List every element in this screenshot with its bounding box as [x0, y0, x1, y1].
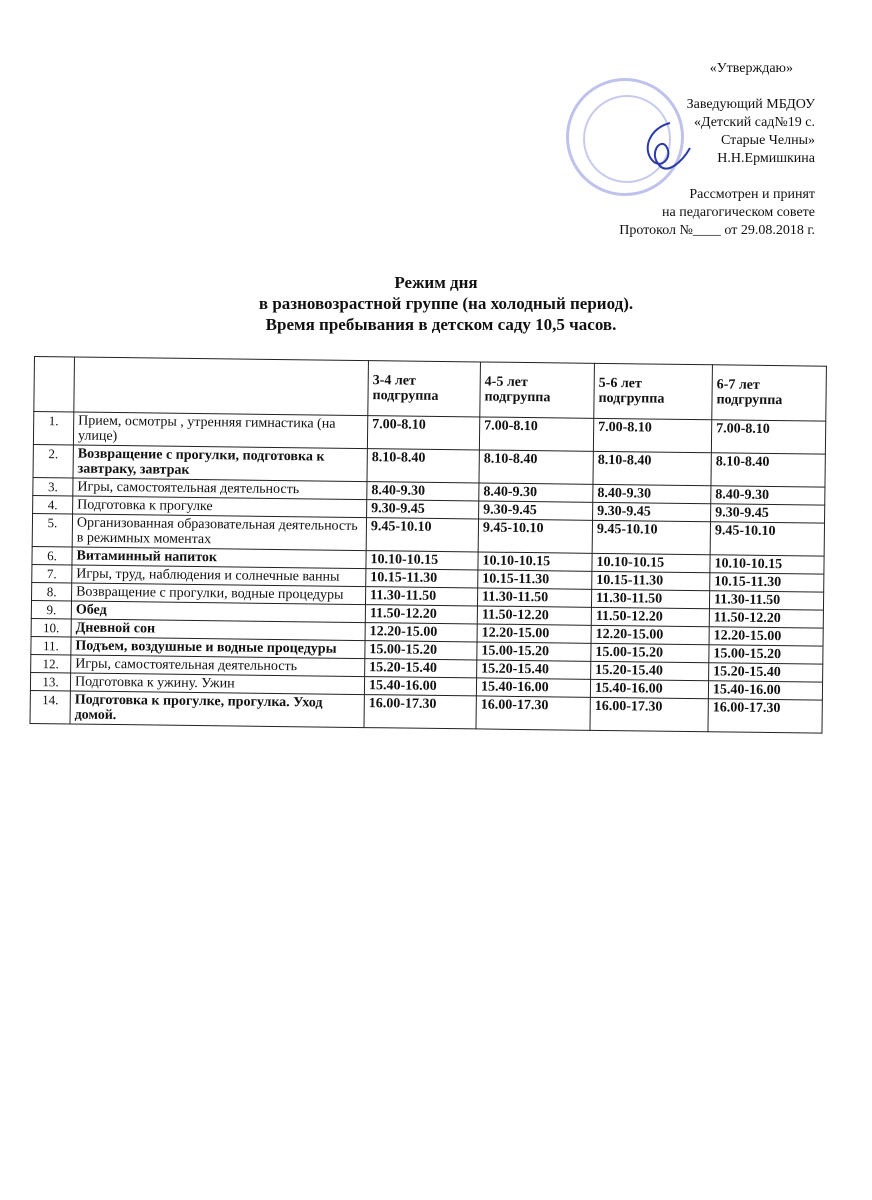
row-time: 16.00-17.30: [708, 699, 822, 733]
row-number: 10.: [31, 618, 71, 636]
header-age-5-6: 5-6 лет подгруппа: [594, 363, 713, 419]
org-name-line2: Старые Челны»: [721, 133, 815, 148]
row-time: 11.50-12.20: [365, 605, 477, 624]
row-number: 4.: [33, 495, 73, 513]
row-time: 10.15-11.30: [710, 573, 824, 592]
protocol-line: Протокол №____ от 29.08.2018 г.: [619, 223, 815, 238]
row-time: 10.10-10.15: [592, 553, 710, 572]
row-time: 8.40-9.30: [367, 482, 479, 501]
row-time: 16.00-17.30: [590, 697, 708, 731]
row-time: 8.10-8.40: [367, 449, 479, 483]
row-time: 16.00-17.30: [476, 696, 590, 730]
row-time: 15.00-15.20: [591, 643, 709, 662]
row-time: 15.20-15.40: [365, 659, 477, 678]
row-number: 14.: [30, 690, 70, 723]
row-activity: Обед: [71, 601, 365, 623]
table-header-row: [34, 357, 827, 422]
row-time: 9.45-10.10: [710, 522, 824, 556]
row-number: 11.: [31, 636, 71, 654]
approver-name: Н.Н.Ермишкина: [717, 151, 815, 166]
row-activity: Витаминный напиток: [72, 547, 366, 569]
org-name-line1: «Детский сад№19 с.: [693, 115, 815, 130]
reviewed-line2: на педагогическом совете: [662, 205, 815, 220]
row-time: 15.40-16.00: [476, 678, 590, 697]
row-activity: Игры, самостоятельная деятельность: [71, 655, 365, 677]
row-time: 12.20-15.00: [477, 624, 591, 643]
row-time: 15.00-15.20: [709, 645, 823, 664]
header-age-4-5: 4-5 лет подгруппа: [480, 362, 595, 418]
title-line1: Режим дня: [394, 273, 478, 292]
row-number: 8.: [32, 582, 72, 600]
row-time: 15.40-16.00: [590, 679, 708, 698]
title-line2: в разновозрастной группе (на холодный период).: [258, 294, 634, 313]
row-number: 1.: [33, 412, 73, 445]
row-time: 11.30-11.50: [365, 587, 477, 606]
row-activity: Дневной сон: [71, 619, 365, 641]
row-activity: Подготовка к прогулке, прогулка. Уход домой.: [70, 691, 364, 728]
row-time: 16.00-17.30: [364, 695, 476, 729]
header-age-3-4: 3-4 лет подгруппа: [368, 361, 481, 417]
row-activity: Возвращение с прогулки, водные процедуры: [72, 583, 366, 605]
row-activity: Организованная образовательная деятельность в режимных моментах: [72, 514, 366, 551]
row-time: 8.40-9.30: [479, 483, 593, 502]
row-time: 10.15-11.30: [592, 571, 710, 590]
row-time: 10.15-11.30: [478, 570, 592, 589]
row-number: 7.: [32, 564, 72, 582]
row-number: 2.: [33, 444, 73, 477]
row-time: 10.10-10.15: [366, 551, 478, 570]
row-number: 5.: [32, 513, 72, 546]
row-time: 7.00-8.10: [367, 416, 479, 450]
row-time: 11.30-11.50: [591, 589, 709, 608]
row-time: 7.00-8.10: [479, 417, 593, 451]
row-time: 11.30-11.50: [477, 588, 591, 607]
title-line3: Время пребывания в детском саду 10,5 часов.: [265, 315, 617, 334]
row-number: 9.: [31, 600, 71, 618]
row-number: 6.: [32, 546, 72, 564]
reviewed-line1: Рассмотрен и принят: [689, 187, 815, 202]
row-time: 15.40-16.00: [708, 681, 822, 700]
row-time: 9.45-10.10: [478, 519, 592, 553]
row-number: 3.: [33, 477, 73, 495]
page-title: [0, 272, 872, 335]
row-activity: Игры, труд, наблюдения и солнечные ванны: [72, 565, 366, 587]
row-time: 12.20-15.00: [591, 625, 709, 644]
approve-label: «Утверждаю»: [709, 61, 793, 76]
row-activity: Игры, самостоятельная деятельность: [73, 478, 367, 500]
row-time: 10.10-10.15: [710, 555, 824, 574]
row-time: 10.15-11.30: [366, 569, 478, 588]
row-time: 15.20-15.40: [709, 663, 823, 682]
row-activity: Подготовка к ужину. Ужин: [70, 673, 364, 695]
header-activity: [74, 357, 369, 416]
row-activity: Подготовка к прогулке: [73, 496, 367, 518]
row-time: 9.45-10.10: [592, 520, 710, 554]
row-time: 9.30-9.45: [367, 500, 479, 519]
row-time: 15.00-15.20: [477, 642, 591, 661]
row-time: 8.10-8.40: [593, 451, 711, 485]
row-time: 9.30-9.45: [479, 501, 593, 520]
row-time: 12.20-15.00: [709, 627, 823, 646]
row-time: 8.40-9.30: [593, 484, 711, 503]
row-time: 8.40-9.30: [711, 486, 825, 505]
row-time: 9.30-9.45: [593, 502, 711, 521]
row-time: 12.20-15.00: [365, 623, 477, 642]
approval-block: [560, 60, 815, 240]
row-number: 12.: [31, 654, 71, 672]
row-time: 11.50-12.20: [591, 607, 709, 626]
row-activity: Подъем, воздушные и водные процедуры: [71, 637, 365, 659]
row-time: 8.10-8.40: [479, 450, 593, 484]
row-time: 11.50-12.20: [709, 609, 823, 628]
row-activity: Прием, осмотры , утренняя гимнастика (на улице): [73, 412, 367, 449]
row-time: 15.40-16.00: [364, 677, 476, 696]
row-time: 8.10-8.40: [711, 453, 825, 487]
row-activity: Возвращение с прогулки, подготовка к завтраку, завтрак: [73, 445, 367, 482]
row-time: 7.00-8.10: [593, 418, 711, 452]
row-time: 15.20-15.40: [477, 660, 591, 679]
schedule-table: [30, 356, 827, 734]
approver-position: Заведующий МБДОУ: [686, 97, 815, 112]
row-time: 15.00-15.20: [365, 641, 477, 660]
header-age-6-7: 6-7 лет подгруппа: [712, 365, 827, 421]
row-time: 7.00-8.10: [711, 420, 825, 454]
row-time: 11.30-11.50: [709, 591, 823, 610]
row-time: 11.50-12.20: [477, 606, 591, 625]
row-time: 9.30-9.45: [711, 504, 825, 523]
row-time: 9.45-10.10: [366, 518, 478, 552]
row-time: 10.10-10.15: [478, 552, 592, 571]
row-number: 13.: [30, 672, 70, 690]
header-num: [34, 357, 75, 412]
row-time: 15.20-15.40: [591, 661, 709, 680]
